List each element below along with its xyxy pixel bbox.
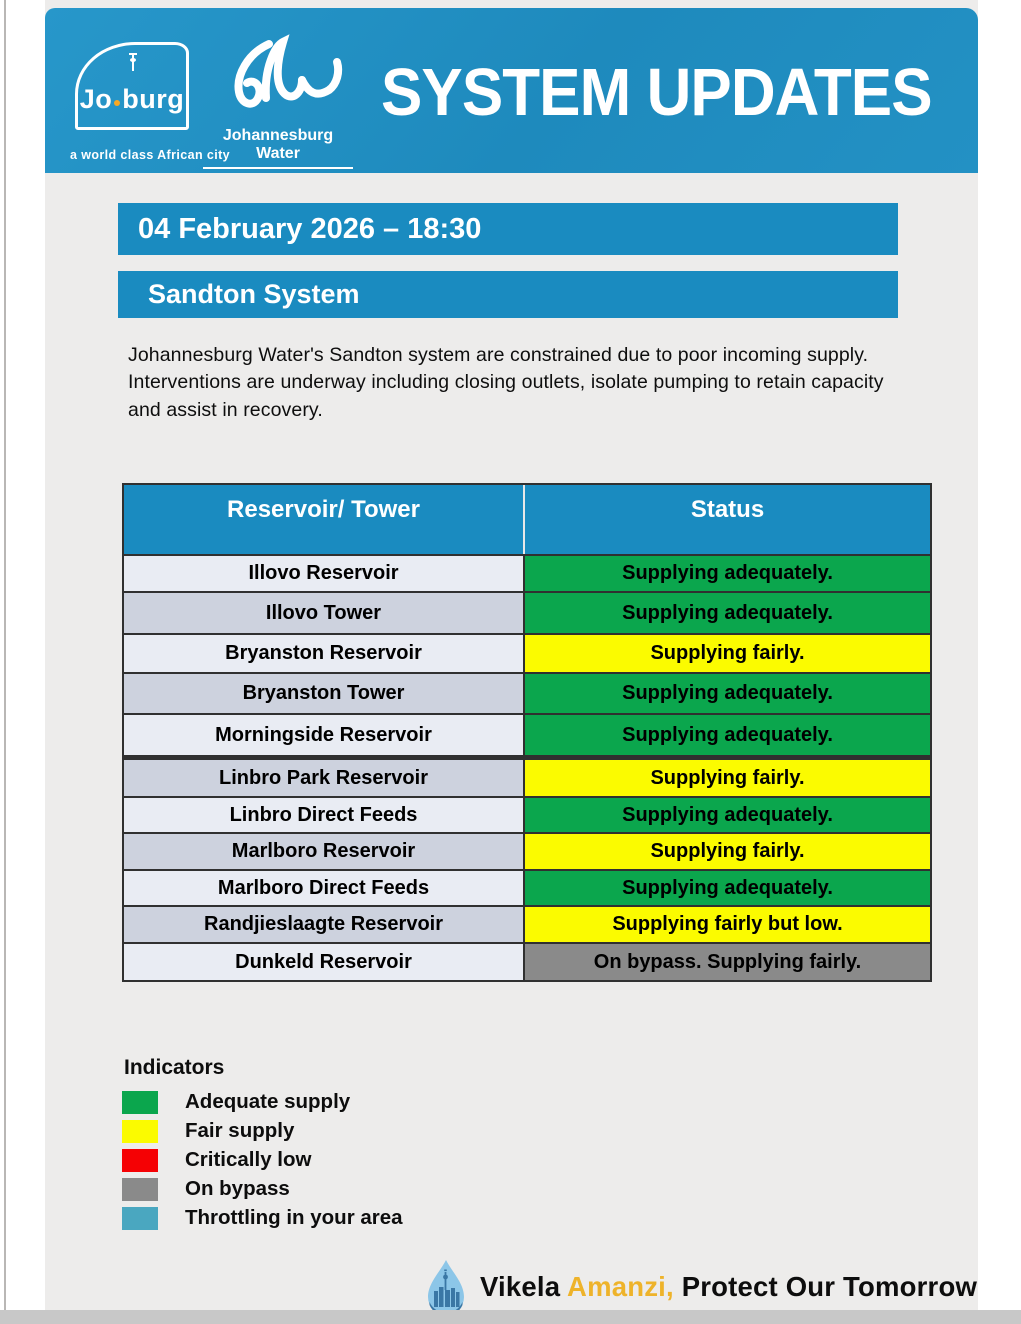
legend-label: Fair supply [185, 1119, 295, 1142]
status-cell: Supplying adequately. [525, 593, 930, 633]
legend-swatch-bypass [122, 1178, 158, 1201]
status-cell: On bypass. Supplying fairly. [525, 944, 930, 980]
status-cell: Supplying adequately. [525, 674, 930, 713]
indicators-legend [122, 1090, 403, 1230]
header-banner [45, 8, 978, 173]
reservoir-name-cell: Linbro Park Reservoir [124, 760, 525, 796]
footer-slogan [426, 1258, 977, 1316]
legend-item [122, 1090, 403, 1114]
reservoir-name-cell: Illovo Reservoir [124, 556, 525, 591]
joburg-dot-icon [114, 100, 120, 106]
page-edge-line [4, 0, 6, 1324]
reservoir-name-cell: Morningside Reservoir [124, 715, 525, 755]
legend-item [122, 1148, 403, 1172]
table-row [124, 942, 930, 980]
reservoir-name-cell: Marlboro Direct Feeds [124, 871, 525, 905]
bottom-edge-strip [0, 1310, 1021, 1324]
system-banner: Sandton System [118, 271, 898, 318]
legend-item [122, 1206, 403, 1230]
reservoir-name-cell: Bryanston Reservoir [124, 635, 525, 672]
reservoir-status-table [122, 483, 932, 982]
table-header-row [124, 485, 930, 554]
joburg-logo [75, 42, 189, 130]
footer-text: Vikela Amanzi, Protect Our Tomorrow [480, 1271, 978, 1302]
column-header-status: Status [690, 496, 765, 523]
status-cell: Supplying fairly. [525, 760, 930, 796]
reservoir-name-cell: Linbro Direct Feeds [124, 798, 525, 832]
reservoir-name-cell: Dunkeld Reservoir [124, 944, 525, 980]
status-cell: Supplying fairly. [525, 635, 930, 672]
status-cell: Supplying adequately. [525, 871, 930, 905]
legend-label: Critically low [185, 1148, 312, 1171]
legend-item [122, 1177, 403, 1201]
status-cell: Supplying fairly but low. [525, 907, 930, 942]
indicators-title: Indicators [124, 1056, 225, 1079]
legend-label: Throttling in your area [185, 1206, 403, 1229]
legend-label: On bypass [185, 1177, 290, 1200]
table-row [124, 905, 930, 942]
description-text: Johannesburg Water's Sandton system are constrained due to poor incoming supply. Interventions are underway including closing outlets, isolate pumping to retain capacity and assist in recovery. [128, 344, 884, 421]
water-logo-label: Johannesburg Water [203, 127, 353, 169]
reservoir-name-cell: Illovo Tower [124, 593, 525, 633]
status-cell: Supplying adequately. [525, 798, 930, 832]
table-row [124, 796, 930, 832]
legend-swatch-throttling [122, 1207, 158, 1230]
status-cell: Supplying adequately. [525, 556, 930, 591]
column-header-reservoir: Reservoir/ Tower [124, 485, 525, 554]
notice-card [45, 0, 978, 1310]
legend-label: Adequate supply [185, 1090, 351, 1113]
legend-swatch-fair [122, 1120, 158, 1143]
johannesburg-water-logo [203, 34, 353, 169]
page-title: SYSTEM UPDATES [381, 55, 932, 130]
water-wave-icon [203, 34, 353, 130]
legend-item [122, 1119, 403, 1143]
reservoir-name-cell: Marlboro Reservoir [124, 834, 525, 869]
reservoir-name-cell: Randjieslaagte Reservoir [124, 907, 525, 942]
joburg-logo-text: Jo burg [79, 84, 185, 114]
table-row [124, 591, 930, 633]
water-drop-city-icon [426, 1258, 466, 1316]
table-row [124, 672, 930, 713]
status-cell: Supplying fairly. [525, 834, 930, 869]
amanzi-accent: Amanzi, [567, 1271, 674, 1302]
status-cell: Supplying adequately. [525, 715, 930, 755]
table-row [124, 832, 930, 869]
joburg-tagline: a world class African city [70, 148, 230, 162]
table-row [124, 869, 930, 905]
table-row [124, 713, 930, 758]
reservoir-name-cell: Bryanston Tower [124, 674, 525, 713]
hillbrow-tower-icon [132, 54, 134, 71]
legend-swatch-adequate [122, 1091, 158, 1114]
legend-swatch-critical [122, 1149, 158, 1172]
table-row [124, 633, 930, 672]
table-row [124, 758, 930, 796]
table-row [124, 554, 930, 591]
date-banner: 04 February 2026 – 18:30 [118, 203, 898, 255]
